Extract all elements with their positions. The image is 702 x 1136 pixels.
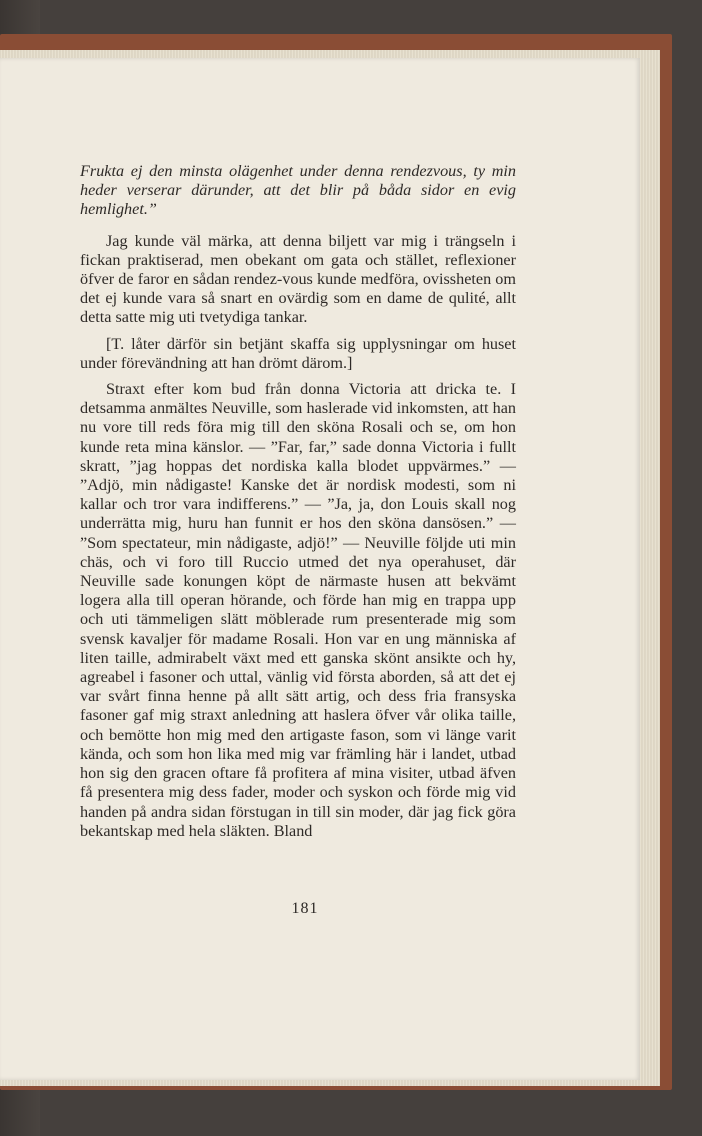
bracketed-note: [T. låter därför sin betjänt skaffa sig upplysningar om huset under förevändning att han drömt därom.] bbox=[80, 334, 516, 372]
paragraph: Straxt efter kom bud från donna Victoria att dricka te. I detsamma anmältes Neuville, som haslerade vid inkomsten, att han nu vore till reds föra mig till den sköna Rosali och se, om hon kunde reta mina känslor. — ”Far, far,” sade donna Victoria i fullt skratt, ”jag hoppas det nordiska kalla blodet uppvärmes.” — ”Adjö, min nådigaste! Kanske det är nordisk modesti, som ni kallar och tror vara indifferens.” — ”Ja, ja, don Louis skall nog underrätta mig, huru han funnit er hos den sköna dansösen.” — ”Som spectateur, min nådigaste, adjö!” — Neuville följde uti min chäs, och vi foro till Ruccio utmed det nya operahuset, där Neuville sade konungen köpt de närmaste husen att bekvämt logera alla till operan hörande, och förde han mig en trappa upp och uti tämmeligen slätt möblerade rum presenterade mig som svensk kavaljer för madame Rosali. Hon var en ung människa af liten taille, admirabelt växt med ett ganska skönt ansikte och hy, agreabel i fasoner och uttal, vänlig vid första aborden, så att det ej var svårt finna henne på allt sätt artig, och dess fria fransyska fasoner gaf mig straxt anledning att haslera öfver vår olika taille, och bemötte hon mig med den artigaste fason, som vi länge varit kända, och som hon lika med mig var främling här i landet, utbad hon sig den gracen oftare få profitera af mina visiter, utbad äfven få presentera mig dess fader, moder och syskon och förde mig vid handen på andra sidan förstugan in till sin moder, där jag fick göra bekantskap med hela släkten. Bland bbox=[80, 380, 516, 840]
page-text bbox=[80, 162, 516, 841]
letter-excerpt: Frukta ej den minsta olägenhet under denna rendezvous, ty min heder verserar därunder, att det blir på båda sidor en evig hemlighet.” bbox=[80, 162, 516, 219]
paragraph: Jag kunde väl märka, att denna biljett var mig i trängseln i fickan praktiserad, men obekant om gata och stället, reflexioner öfver de faror en sådan rendez-vous kunde medföra, ovissheten om det ej kunde vara så snart en ovärdig som en dame de qulité, allt detta satte mig uti tvetydiga tankar. bbox=[80, 231, 516, 327]
page-number: 181 bbox=[291, 900, 319, 917]
